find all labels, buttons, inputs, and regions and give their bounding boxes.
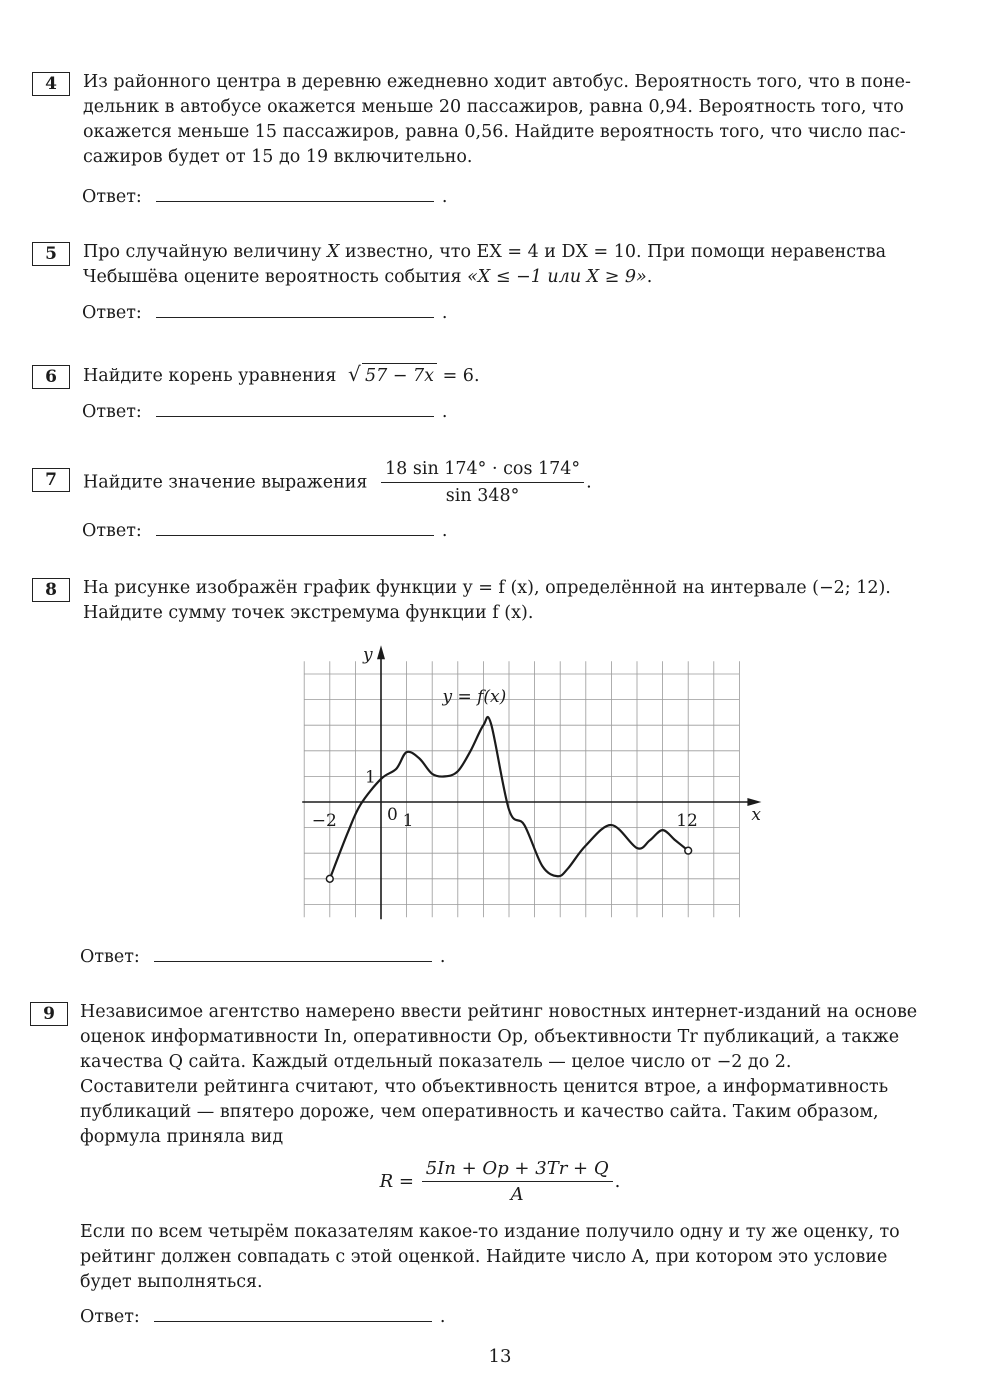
formula-numerator: 5In + Op + 3Tr + Q <box>422 1158 613 1182</box>
task-number: 6 <box>32 365 70 389</box>
equation-rhs: = 6. <box>442 366 480 386</box>
task-text <box>83 70 963 170</box>
text-span: известно, что EX = 4 и DX = 10. При помощи неравенства <box>339 242 887 262</box>
text-line: оценок информативности In, оперативности Op, объективности Tr публикаций, а также <box>80 1027 900 1047</box>
page-number: 13 <box>488 1346 512 1367</box>
radicand: 57 − 7x <box>362 363 437 389</box>
answer-dot: . <box>441 521 448 541</box>
y-tick-label: 1 <box>365 767 376 788</box>
function-graph <box>280 645 761 920</box>
answer-row <box>82 518 447 544</box>
text-line: На рисунке изображён график функции y = f (x), определённой на интервале (−2; 12). <box>83 578 891 598</box>
text-line: публикаций — впятеро дороже, чем оперативность и качество сайта. Таким образом, <box>80 1102 879 1122</box>
task-text <box>83 240 963 290</box>
task-number: 4 <box>32 72 70 96</box>
answer-row <box>82 399 447 425</box>
formula-end: . <box>614 1171 621 1192</box>
task-number: 5 <box>32 242 70 266</box>
task-text <box>80 1000 962 1150</box>
task-text <box>83 576 963 626</box>
text-line: Если по всем четырём показателям какое-то издание получило одну и ту же оценку, то <box>80 1222 900 1242</box>
y-axis-arrow <box>377 645 385 659</box>
open-endpoint <box>685 847 692 854</box>
variable-x: X <box>326 242 340 262</box>
answer-row <box>80 1304 445 1330</box>
task-text-continued <box>80 1220 962 1295</box>
answer-dot: . <box>439 1307 446 1327</box>
x-tick-label: 12 <box>676 811 698 831</box>
text-line: Из районного центра в деревню ежедневно ходит автобус. Вероятность того, что в поне- <box>83 72 911 92</box>
fraction-denominator: sin 348° <box>445 486 520 506</box>
text-line: Найдите сумму точек экстремума функции f (x). <box>83 603 534 623</box>
answer-label: Ответ: <box>82 303 142 323</box>
text-line <box>83 240 963 265</box>
answer-label: Ответ: <box>80 1307 140 1327</box>
task-number: 7 <box>32 468 70 492</box>
task-number: 8 <box>32 578 70 602</box>
grid <box>304 661 739 917</box>
origin-label: 0 <box>387 805 398 825</box>
text-span: Найдите значение выражения <box>83 472 368 493</box>
formula-lhs: R = <box>379 1171 415 1192</box>
answer-label: Ответ: <box>82 521 142 541</box>
answer-field[interactable] <box>154 1305 432 1322</box>
answer-dot: . <box>441 402 448 422</box>
text-line: рейтинг должен совпадать с этой оценкой. Найдите число A, при котором это условие <box>80 1247 888 1267</box>
text-line <box>83 265 963 290</box>
formula-fraction <box>422 1158 613 1205</box>
x-axis-label: x <box>751 805 761 825</box>
answer-field[interactable] <box>156 185 434 202</box>
text-line: окажется меньше 15 пассажиров, равна 0,56. Найдите вероятность того, что число пас- <box>83 122 906 142</box>
event-expression: «X ≤ −1 или X ≥ 9» <box>467 267 647 287</box>
answer-field[interactable] <box>154 945 432 962</box>
text-line: сажиров будет от 15 до 19 включительно. <box>83 147 473 167</box>
answer-field[interactable] <box>156 400 434 417</box>
answer-label: Ответ: <box>82 187 142 207</box>
task-number: 9 <box>30 1002 68 1026</box>
text-span: Про случайную величину <box>83 242 327 262</box>
answer-label: Ответ: <box>80 947 140 967</box>
answer-field[interactable] <box>156 519 434 536</box>
x-tick-label: 1 <box>402 811 414 831</box>
open-endpoint <box>326 875 333 882</box>
sqrt-expression <box>348 363 437 389</box>
text-span: . <box>646 267 653 287</box>
answer-label: Ответ: <box>82 402 142 422</box>
radical-sign: √ <box>347 362 361 386</box>
rating-formula <box>0 1158 1000 1205</box>
text-line: Независимое агентство намерено ввести рейтинг новостных интернет-изданий на основе <box>80 1002 918 1022</box>
text-line: будет выполняться. <box>80 1272 263 1292</box>
text-line: качества Q сайта. Каждый отдельный показатель — целое число от −2 до 2. <box>80 1052 792 1072</box>
answer-field[interactable] <box>156 301 434 318</box>
text-line: дельник в автобусе окажется меньше 20 пассажиров, равна 0,94. Вероятность того, что <box>83 97 904 117</box>
answer-row <box>82 184 447 210</box>
function-title-label: y = f(x) <box>442 687 507 708</box>
axis-labels <box>312 645 762 831</box>
text-span: Чебышёва оцените вероятность события <box>83 267 468 287</box>
text-line: Составители рейтинга считают, что объективность ценится втрое, а информативность <box>80 1077 889 1097</box>
text-span: Найдите корень уравнения <box>83 366 337 386</box>
fraction <box>381 458 584 507</box>
x-tick-label: −2 <box>311 811 337 831</box>
answer-dot: . <box>441 187 448 207</box>
answer-row <box>80 944 445 970</box>
task-text <box>83 458 963 507</box>
formula-denominator: A <box>510 1184 524 1205</box>
answer-dot: . <box>441 303 448 323</box>
y-axis-label: y <box>363 645 373 666</box>
answer-row <box>82 300 447 326</box>
answer-dot: . <box>439 947 446 967</box>
text-span: . <box>586 472 592 493</box>
text-line: формула приняла вид <box>80 1127 284 1147</box>
fraction-numerator: 18 sin 174° · cos 174° <box>381 458 584 483</box>
task-text <box>83 363 963 389</box>
